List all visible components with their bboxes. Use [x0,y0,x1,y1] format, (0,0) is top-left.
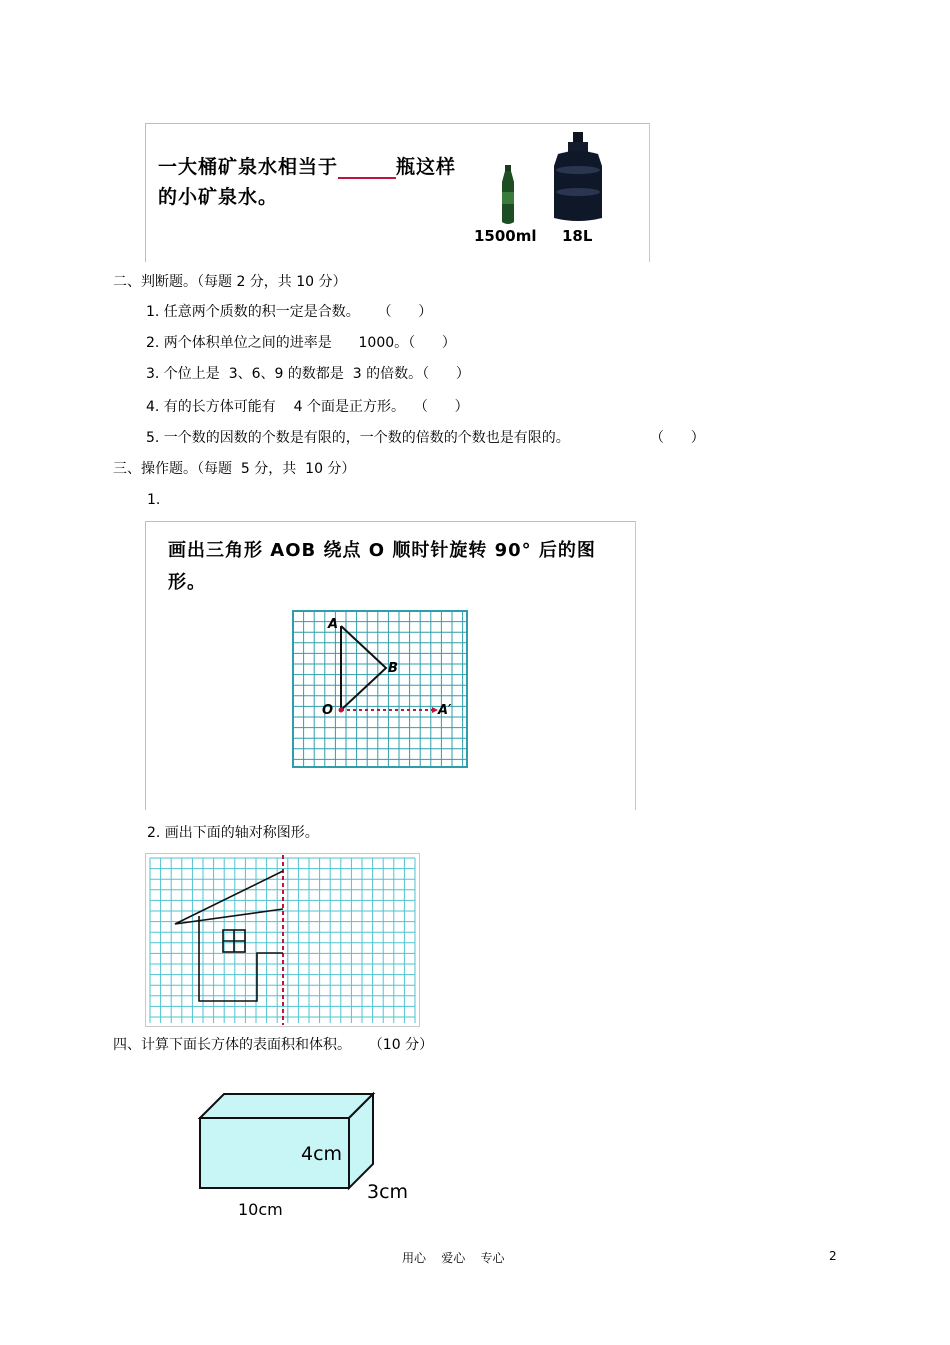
judgment-item-4: 4. 有的长方体可能有 4 个面是正方形。 （ ） [146,399,469,415]
page-number: 2 [829,1249,837,1263]
large-bottle-icon [552,130,604,224]
triangle-aob [341,626,386,710]
small-bottle-label: 1500ml [474,227,537,245]
water-problem-line2: 的小矿泉水。 [158,186,279,208]
rotation-problem-line2: 形。 [168,572,206,593]
depth-label: 3cm [367,1181,409,1203]
section4-heading: 四、计算下面长方体的表面积和体积。 （10 分） [113,1037,434,1053]
label-o: O [322,703,334,718]
judgment-item-2: 2. 两个体积单位之间的进率是 1000。（ ） [146,335,456,351]
q2-text: 2. 画出下面的轴对称图形。 [147,825,319,841]
height-label: 4cm [301,1143,343,1165]
label-b: B [388,661,398,676]
water-problem-text-post: 瓶这样 [396,156,457,178]
footer-motto: 用心 爱心 专心 [402,1251,505,1265]
cuboid-top-face [200,1094,373,1118]
label-a: A [328,617,339,632]
water-problem-line1 [158,152,456,179]
large-bottle-label: 18L [562,227,593,245]
section3-heading: 三、操作题。（每题 5 分，共 10 分） [113,461,356,477]
rotation-problem-line1: 画出三角形 AOB 绕点 O 顺时针旋转 90° 后的图 [168,540,596,561]
judgment-item-5: 5. 一个数的因数的个数是有限的，一个数的倍数的个数也是有限的。 [146,430,570,446]
small-bottle-icon [496,164,520,226]
length-label: 10cm [238,1200,283,1219]
judgment-item-5-answer[interactable]: （ ） [650,430,705,446]
label-a-prime: A′ [438,703,452,718]
rotation-grid[interactable] [292,610,468,770]
judgment-item-1: 1. 任意两个质数的积一定是合数。 （ ） [146,304,433,320]
judgment-item-3: 3. 个位上是 3、6、9 的数都是 3 的倍数。（ ） [146,366,470,382]
q1-number: 1. [147,492,161,508]
cuboid-figure [195,1090,425,1225]
water-problem-text-pre: 一大桶矿泉水相当于 [158,156,339,178]
water-problem-frame [145,123,650,262]
answer-blank[interactable] [338,159,396,179]
rotation-problem-frame [145,521,636,810]
section2-heading: 二、判断题。（每题 2 分，共 10 分） [113,274,347,290]
symmetry-grid[interactable] [145,853,420,1027]
point-o [339,708,344,713]
